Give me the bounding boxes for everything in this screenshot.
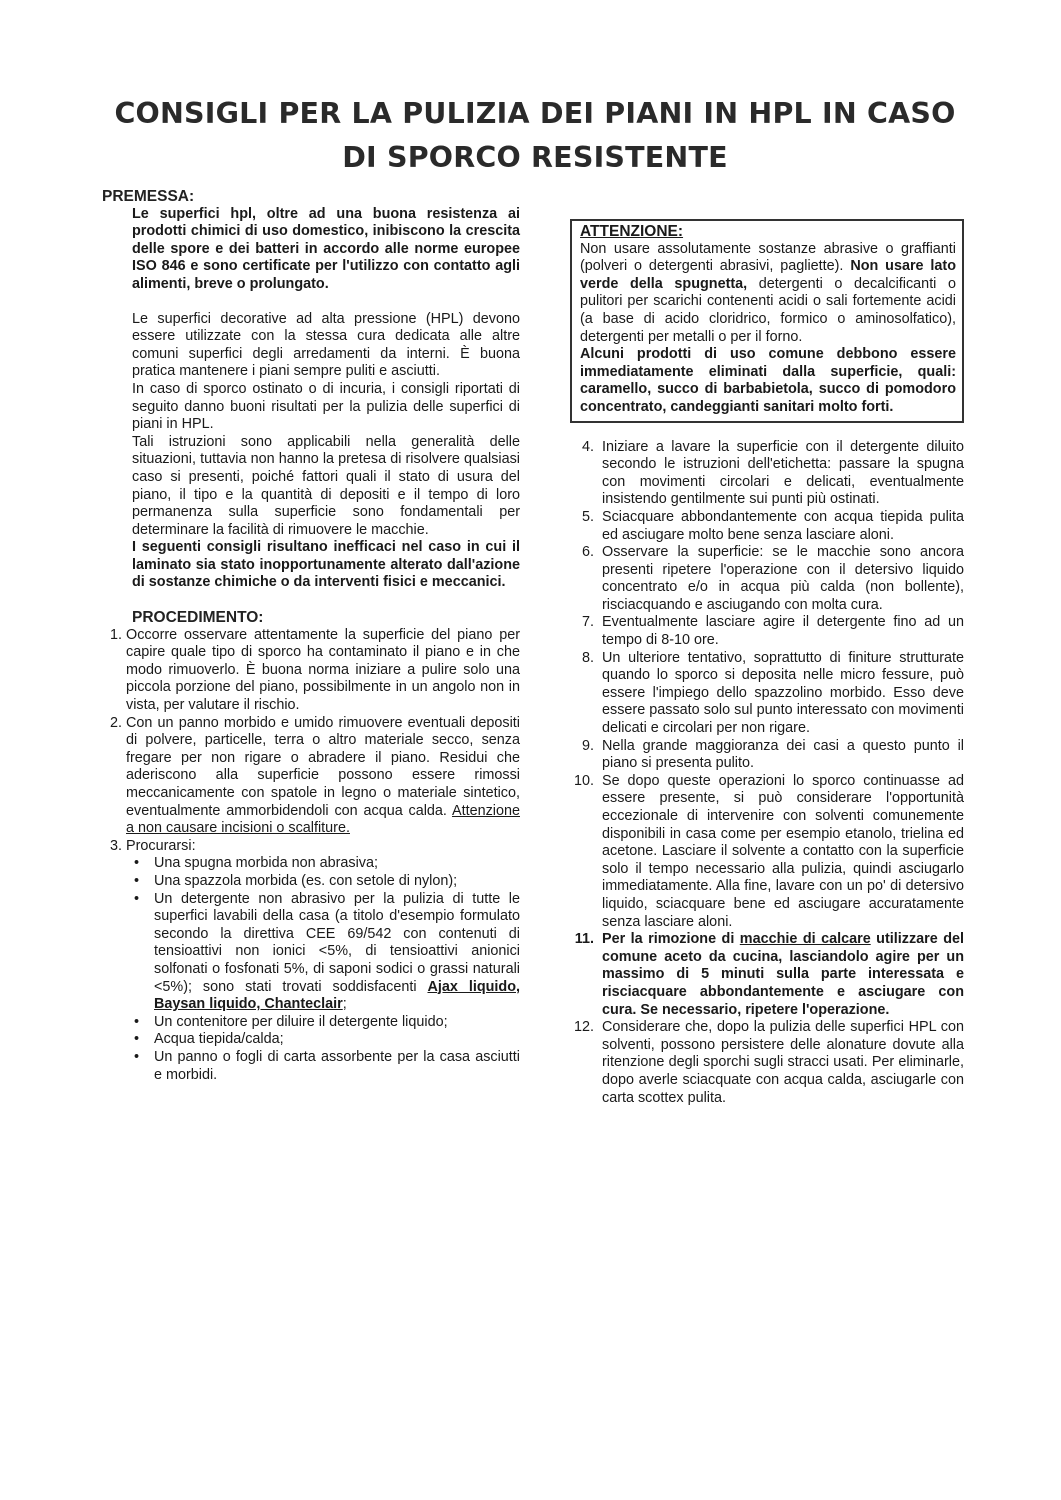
step-text: Iniziare a lavare la superficie con il detergente diluito secondo le istruzioni dell'etichetta: passare la spugna con movimenti circolari e delicati, eventualmente insistendo gentilmente sui punti più ostinati. [602,438,964,508]
attention-text-bold: Non usare lato verde della spugnetta, [580,258,956,292]
step-warning-underlined: Attenzione a non causare incisioni o scalfiture. [126,802,520,837]
supply-text: Acqua tiepida/calda; [154,1031,284,1048]
step-number: 8. [581,649,594,666]
step-number: 10. [573,772,594,789]
right-column [570,219,964,1107]
step-item [106,838,520,856]
bullet-icon: • [134,1048,140,1065]
bullet-icon: • [134,1031,140,1048]
step-number: 12. [573,1019,594,1036]
step-number: 9. [581,737,594,754]
page-title: CONSIGLI PER LA PULIZIA DEI PIANI IN HPL IN CASO DI SPORCO RESISTENTE [114,97,956,174]
bullet-icon: • [134,855,140,872]
bullet-icon: • [134,890,140,907]
step-text-underlined: macchie di calcare [739,931,871,948]
premessa-body [102,311,520,593]
supply-item [134,1049,520,1084]
step-text: utilizzare del comune aceto da cucina, lasciandolo agire per un massimo di 5 minuti sulla parte interessata e risciacquare abbondantemente e asciugare con cura. Se necessario, ripetere l'operazione. [602,931,964,1018]
step-number: 2. [109,714,122,731]
step-item [570,650,964,738]
bullet-icon: • [134,872,140,889]
supply-text: Un panno o fogli di carta assorbente per la casa asciutti e morbidi. [154,1048,520,1083]
step-item [570,544,964,614]
premessa-paragraph: In caso di sporco ostinato o di incuria, i consigli riportati di seguito danno buoni risultati per la pulizia delle superfici di piani in HPL. [132,380,520,433]
attention-text [580,241,956,347]
step-item [570,931,964,1019]
step-number: 1. [109,626,122,643]
step-item [570,773,964,931]
attention-text-part: detergenti o decalcificanti o pulitori per scarichi contenenti acidi o sali fortemente acidi (a base di acido cloridrico, formico o aminosolfatico), detergenti per metalli o per il forno. [580,275,956,345]
step-text: Per la rimozione di [602,931,740,948]
step-item [106,715,520,838]
step-text: Considerare che, dopo la pulizia delle superfici HPL con solventi, possono persistere delle alonature dovute alla ritenzione degli sporchi sugli stracci usati. Per eliminarle, dopo averle sciacquate con acqua calda, asciugarle con carta scottex pulita. [602,1019,964,1106]
supply-item [134,1031,520,1049]
step-text: Sciacquare abbondantemente con acqua tiepida pulita ed asciugare molto bene senza lasciare aloni. [602,508,964,543]
step-number: 6. [581,544,594,561]
step-item [570,439,964,509]
step-text: Un ulteriore tentativo, soprattutto di finiture strutturate quando lo sporco si deposita nelle micro fessure, può essere l'impiego dello spazzolino morbido. Esso deve essere passato solo sul punto interessato con movimenti delicati e circolari per non rigare. [602,649,964,737]
premessa-heading: PREMESSA: [102,188,195,205]
step-item [570,1019,964,1107]
attention-heading: ATTENZIONE: [580,223,684,240]
supply-text: Un contenitore per diluire il detergente liquido; [154,1013,448,1030]
steps-list-left [106,627,520,856]
supply-text: Una spugna morbida non abrasiva; [154,855,378,872]
step-text: Se dopo queste operazioni lo sporco continuasse ad essere presente, si può considerare l'opportunità eccezionale di intervenire con solventi comunemente disponibili in casa come per esempio etanolo, trielina ed acetone. Lasciare il solvente a contatto con la superficie solo il tempo necessario alla pulizia, quindi asciugarlo immediatamente. Alla fine, lavare con un po' di detersivo liquido, sciacquare bene ed asciugare accuratamente senza lasciare aloni. [602,772,964,930]
supply-text: Una spazzola morbida (es. con setole di nylon); [154,872,458,889]
premessa-paragraph: Le superfici decorative ad alta pressione (HPL) devono essere utilizzate con la stessa cura dedicata alle altre comuni superfici degli arredamenti da interni. È buona pratica mantenere i piani sempre puliti e asciutti. [132,310,520,380]
steps-list-right [570,439,964,1108]
supply-item [134,873,520,891]
left-column [102,188,520,1084]
step-item [570,509,964,544]
step-item [570,614,964,649]
step-item [106,627,520,715]
step-item [570,738,964,773]
attention-text-part: Non usare assolutamente sostanze abrasive o graffianti (polveri o detergenti abrasivi, pagliette). [580,240,956,275]
supply-item [134,891,520,1014]
step-text: Con un panno morbido e umido rimuovere eventuali depositi di polvere, particelle, terra o altro materiale secco, senza fregare per non rigare o abradere il piano. Residui che aderiscono alla superficie possono essere rimossi meccanicamente con spatole in legno o materiale sintetico, eventualmente ammorbidendoli con acqua calda. [126,714,520,819]
supply-item [134,1014,520,1032]
premessa-intro: Le superfici hpl, oltre ad una buona resistenza ai prodotti chimici di uso domestico, inibiscono la crescita delle spore e dei batteri in accordo alle norme europee ISO 846 e sono certificate per l'utilizzo con contatto agli alimenti, breve o prolungato. [132,205,520,292]
step-number: 5. [581,508,594,525]
step-number: 11. [574,931,594,948]
attention-box [570,219,964,423]
step-number: 7. [581,614,594,631]
step-text: Procurarsi: [126,837,196,854]
supply-text-end: ; [342,996,347,1013]
premessa-paragraph: Tali istruzioni sono applicabili nella generalità delle situazioni, tuttavia non hanno la pretesa di risolvere qualsiasi caso si presenti, poiché fattori quali il stato di usura del piano, il tipo e la quantità di depositi e il tempo di loro permanenza sulla superficie sono fondamentali per determinare la facilità di rimuovere le macchie. [132,433,520,538]
step-text: Osservare la superficie: se le macchie sono ancora presenti ripetere l'operazione con il detersivo liquido concentrato e/o in acqua più calda (non bollente), risciacquando e asciugando con molta cura. [602,544,964,613]
step-number: 4. [581,438,594,455]
attention-text-bold-paragraph: Alcuni prodotti di uso comune debbono essere immediatamente eliminati dalla superficie, quali: caramello, succo di barbabietola, succo di pomodoro concentrato, candeggianti sanitari molto forti. [580,346,956,415]
supplies-list [102,855,520,1084]
supply-item [134,855,520,873]
step-text: Nella grande maggioranza dei casi a questo punto il piano si presenta pulito. [602,737,964,772]
step-text: Occorre osservare attentamente la superficie del piano per capire quale tipo di sporco ha contaminato il piano e in che modo rimuoverlo. È buona norma iniziare a pulire solo una piccola porzione del piano, possibilmente in un angolo non in vista, per valutare il rischio. [126,626,520,714]
bullet-icon: • [134,1013,140,1030]
step-text: Eventualmente lasciare agire il detergente fino ad un tempo di 8-10 ore. [602,614,964,649]
supply-text: Un detergente non abrasivo per la pulizia di tutte le superfici lavabili della casa (a titolo d'esempio formulato secondo la direttiva CEE 69/542 con contenuti di tensioattivi non ionici <5%, di tensioattivi anionici solfonati o fosfonati 5%, di saponi sodici o grassi naturali <5%); sono stati trovati soddisfacenti [154,890,520,995]
premessa-warning-paragraph: I seguenti consigli risultano inefficaci nel caso in cui il laminato sia stato inopportunamente alterato dall'azione di sostanze chimiche o da interventi fisici e meccanici. [132,539,520,591]
procedimento-heading: PROCEDIMENTO: [132,609,264,627]
step-number: 3. [109,837,122,854]
detergent-brands: Ajax liquido, Baysan liquido, Chanteclair [154,978,520,1013]
